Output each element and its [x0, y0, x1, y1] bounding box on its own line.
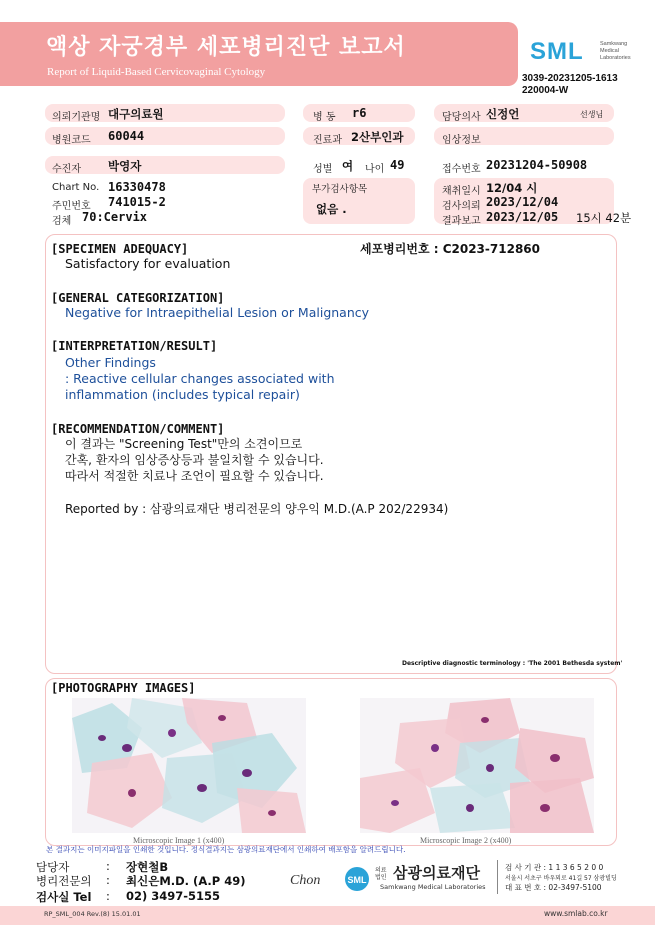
- interpretation-line-2: : Reactive cellular changes associated with: [65, 371, 335, 386]
- specimen-adequacy-title: [SPECIMEN ADEQUACY]: [51, 242, 189, 256]
- interpretation-line-1: Other Findings: [65, 355, 156, 370]
- hospital-code-value: 60044: [108, 129, 145, 143]
- print-notice: 본 결과지는 이미지파일을 인쇄한 것입니다. 정식결과지는 삼광의료재단에서 인쇄하여 배포함을 알려드립니다.: [46, 845, 406, 854]
- report-title: 액상 자궁경부 세포병리진단 보고서: [46, 35, 406, 60]
- image-1-caption: Microscopic Image 1 (x400): [133, 836, 225, 845]
- photography-title: [PHOTOGRAPHY IMAGES]: [51, 681, 196, 695]
- ward-value: r6: [352, 106, 367, 120]
- microscopic-image-1: [72, 698, 306, 833]
- org-logo-icon: [344, 866, 374, 892]
- org-name: 삼광의료재단: [393, 864, 480, 882]
- terminology-note: Descriptive diagnostic terminology : 'The 2001 Bethesda system': [402, 660, 623, 667]
- institution-value: 대구의료원: [108, 107, 164, 121]
- image-2-caption: Microscopic Image 2 (x400): [420, 836, 512, 845]
- specimen-value: 70:Cervix: [82, 210, 148, 224]
- examinee-field: [45, 156, 285, 174]
- report-time-value: 15시 42분: [576, 211, 632, 225]
- interpretation-title: [INTERPRETATION/RESULT]: [51, 339, 218, 353]
- specimen-adequacy-text: Satisfactory for evaluation: [65, 256, 231, 271]
- signature: Chon: [290, 873, 321, 888]
- extra-test-value: 없음 .: [316, 202, 347, 216]
- staff-name: 장현철B: [126, 860, 169, 874]
- doctor-value: 신정언: [486, 107, 520, 121]
- recommendation-line-3: 따라서 적절한 치료나 조언이 필요할 수 있습니다.: [65, 469, 324, 483]
- reported-by: Reported by : 삼광의료재단 병리전문의 양우익 M.D.(A.P 202/22934): [65, 502, 449, 516]
- sex-value: 여: [342, 159, 354, 173]
- id-value: 741015-2: [108, 195, 166, 209]
- examinee-value: 박영자: [108, 159, 142, 173]
- pathologist-name: 최신은M.D. (A.P 49): [126, 874, 246, 888]
- age-value: 49: [390, 158, 405, 172]
- sml-logo: SML: [530, 38, 584, 65]
- general-categorization-text: Negative for Intraepithelial Lesion or Malignancy: [65, 305, 370, 320]
- dept-value: 2산부인과: [351, 130, 404, 144]
- recommendation-title: [RECOMMENDATION/COMMENT]: [51, 422, 225, 436]
- recommendation-line-1: 이 결과는 "Screening Test"만의 소견이므로: [65, 437, 303, 451]
- recommendation-line-2: 간혹, 환자의 임상증상등과 불일치할 수 있습니다.: [65, 453, 324, 467]
- cytology-number: 세포병리번호 : C2023-712860: [360, 242, 540, 256]
- lab-tel: 02) 3497-5155: [126, 889, 221, 903]
- report-subtitle: Report of Liquid-Based Cervicovaginal Cytology: [47, 66, 266, 78]
- microscopic-image-2: [360, 698, 594, 833]
- footer-divider: [497, 860, 498, 894]
- general-categorization-title: [GENERAL CATEGORIZATION]: [51, 291, 225, 305]
- svg-text:SML: SML: [347, 875, 367, 885]
- collect-value: 12/04 시: [486, 181, 538, 195]
- sml-logo-subtext: Samkwang Medical Laboratories: [600, 41, 631, 61]
- report-code: 3039-20231205-1613 220004-W: [522, 73, 618, 96]
- interpretation-line-3: inflammation (includes typical repair): [65, 387, 300, 402]
- request-date-value: 2023/12/04: [486, 195, 559, 209]
- website: www.smlab.co.kr: [544, 909, 608, 918]
- chart-no-value: 16330478: [108, 180, 166, 194]
- report-date-value: 2023/12/05: [486, 210, 559, 224]
- form-code: RP_SML_004 Rev.(8) 15.01.01: [44, 910, 141, 918]
- reception-value: 20231204-50908: [486, 158, 588, 172]
